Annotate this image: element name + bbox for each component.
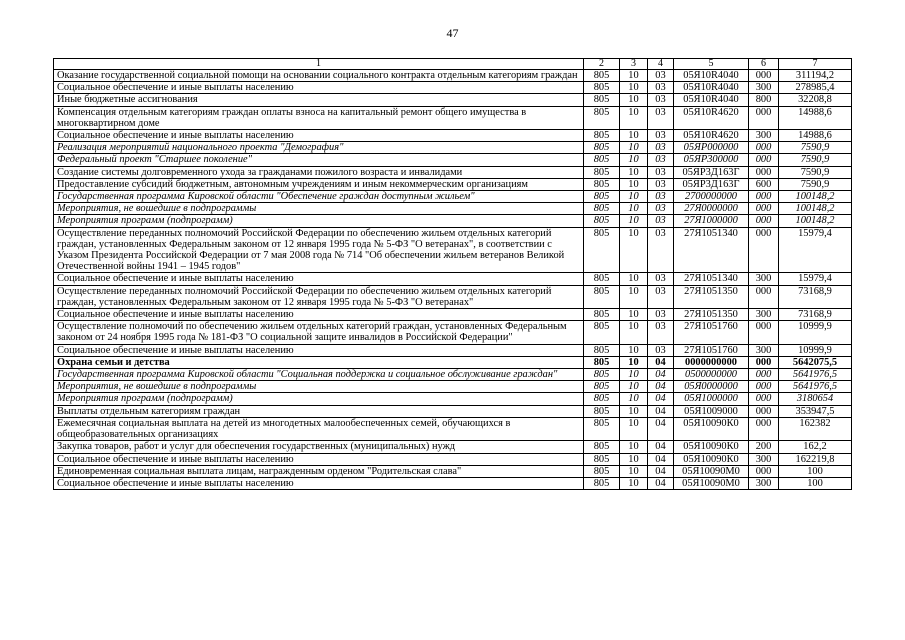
- row-section-code: 10: [620, 166, 648, 178]
- row-amount: 3180654: [779, 393, 852, 405]
- row-subsection-code: 03: [648, 227, 674, 273]
- row-target-code: 05Я0000000: [674, 381, 749, 393]
- row-subsection-code: 03: [648, 130, 674, 142]
- row-name: Закупка товаров, работ и услуг для обеспечения государственных (муниципальных) нужд: [54, 441, 584, 453]
- table-row: [54, 405, 852, 417]
- row-subsection-code: 03: [648, 82, 674, 94]
- row-expense-type-code: 000: [749, 215, 779, 227]
- row-name: Социальное обеспечение и иные выплаты населению: [54, 273, 584, 285]
- header-col-4: 4: [648, 59, 674, 70]
- row-name: Компенсация отдельным категориям граждан оплаты взноса на капитальный ремонт общего имущества в многоквартирном доме: [54, 106, 584, 129]
- row-expense-type-code: 300: [749, 453, 779, 465]
- table-row: [54, 203, 852, 215]
- table-row: [54, 356, 852, 368]
- header-col-6: 6: [749, 59, 779, 70]
- row-amount: 162,2: [779, 441, 852, 453]
- row-ministry-code: 805: [584, 94, 620, 106]
- row-target-code: 05Я1000000: [674, 393, 749, 405]
- header-col-5: 5: [674, 59, 749, 70]
- row-name: Социальное обеспечение и иные выплаты населению: [54, 82, 584, 94]
- row-section-code: 10: [620, 178, 648, 190]
- row-subsection-code: 03: [648, 178, 674, 190]
- row-name: Социальное обеспечение и иные выплаты населению: [54, 309, 584, 321]
- row-target-code: 05Я10090М0: [674, 465, 749, 477]
- row-target-code: 05ЯР3Д163Г: [674, 166, 749, 178]
- row-expense-type-code: 000: [749, 70, 779, 82]
- row-subsection-code: 03: [648, 94, 674, 106]
- row-section-code: 10: [620, 441, 648, 453]
- row-subsection-code: 03: [648, 344, 674, 356]
- row-section-code: 10: [620, 321, 648, 344]
- row-ministry-code: 805: [584, 142, 620, 154]
- row-target-code: 05Я10090К0: [674, 417, 749, 440]
- row-expense-type-code: 300: [749, 130, 779, 142]
- row-target-code: 2700000000: [674, 191, 749, 203]
- row-name: Социальное обеспечение и иные выплаты населению: [54, 477, 584, 489]
- row-subsection-code: 04: [648, 465, 674, 477]
- row-ministry-code: 805: [584, 178, 620, 190]
- row-expense-type-code: 000: [749, 106, 779, 129]
- row-section-code: 10: [620, 356, 648, 368]
- row-target-code: 05Я10090М0: [674, 477, 749, 489]
- row-subsection-code: 04: [648, 381, 674, 393]
- row-amount: 14988,6: [779, 130, 852, 142]
- row-target-code: 27Я1051760: [674, 321, 749, 344]
- row-section-code: 10: [620, 154, 648, 166]
- table-row: [54, 70, 852, 82]
- row-amount: 15979,4: [779, 273, 852, 285]
- row-ministry-code: 805: [584, 106, 620, 129]
- row-subsection-code: 03: [648, 166, 674, 178]
- row-target-code: 05Я1009000: [674, 405, 749, 417]
- row-ministry-code: 805: [584, 166, 620, 178]
- row-subsection-code: 04: [648, 441, 674, 453]
- row-section-code: 10: [620, 70, 648, 82]
- row-target-code: 05ЯР300000: [674, 154, 749, 166]
- row-section-code: 10: [620, 417, 648, 440]
- row-ministry-code: 805: [584, 344, 620, 356]
- row-target-code: 27Я1051350: [674, 309, 749, 321]
- row-amount: 100148,2: [779, 191, 852, 203]
- row-expense-type-code: 000: [749, 381, 779, 393]
- row-target-code: 27Я1051760: [674, 344, 749, 356]
- row-amount: 100: [779, 477, 852, 489]
- row-section-code: 10: [620, 215, 648, 227]
- row-expense-type-code: 800: [749, 94, 779, 106]
- row-subsection-code: 04: [648, 417, 674, 440]
- row-expense-type-code: 000: [749, 417, 779, 440]
- row-subsection-code: 03: [648, 321, 674, 344]
- row-section-code: 10: [620, 381, 648, 393]
- row-name: Государственная программа Кировской области "Социальная поддержка и социальное обслуживание граждан": [54, 369, 584, 381]
- row-section-code: 10: [620, 309, 648, 321]
- row-name: Осуществление переданных полномочий Российской Федерации по обеспечению жильем отдельных категорий граждан, установленных Федеральным законом от 12 января 1995 года № 5-ФЗ "О ветеранах", в соответствии с Указом Президента Российской Федерации от 7 мая 2008 года № 714 "Об обеспечении жильем ветеранов Великой Отечественной войны 1941 – 1945 годов": [54, 227, 584, 273]
- row-amount: 278985,4: [779, 82, 852, 94]
- table-row: [54, 441, 852, 453]
- row-name: Социальное обеспечение и иные выплаты населению: [54, 453, 584, 465]
- row-ministry-code: 805: [584, 381, 620, 393]
- budget-table: [53, 58, 852, 490]
- row-ministry-code: 805: [584, 441, 620, 453]
- row-subsection-code: 04: [648, 477, 674, 489]
- row-name: Ежемесячная социальная выплата на детей из многодетных малообеспеченных семей, обучающихся в общеобразовательных организациях: [54, 417, 584, 440]
- row-ministry-code: 805: [584, 321, 620, 344]
- row-subsection-code: 04: [648, 405, 674, 417]
- row-ministry-code: 805: [584, 154, 620, 166]
- table-row: [54, 178, 852, 190]
- row-name: Создание системы долговременного ухода за гражданами пожилого возраста и инвалидами: [54, 166, 584, 178]
- table-row: [54, 369, 852, 381]
- header-col-1: 1: [54, 59, 584, 70]
- row-subsection-code: 04: [648, 356, 674, 368]
- row-amount: 5641976,5: [779, 381, 852, 393]
- row-amount: 10999,9: [779, 321, 852, 344]
- row-subsection-code: 03: [648, 70, 674, 82]
- table-row: [54, 94, 852, 106]
- row-name: Мероприятия, не вошедшие в подпрограммы: [54, 203, 584, 215]
- row-amount: 7590,9: [779, 142, 852, 154]
- row-section-code: 10: [620, 203, 648, 215]
- row-target-code: 0500000000: [674, 369, 749, 381]
- row-subsection-code: 03: [648, 285, 674, 308]
- row-expense-type-code: 000: [749, 191, 779, 203]
- row-expense-type-code: 000: [749, 142, 779, 154]
- row-amount: 7590,9: [779, 166, 852, 178]
- row-section-code: 10: [620, 142, 648, 154]
- table-row: [54, 106, 852, 129]
- table-row: [54, 309, 852, 321]
- row-amount: 311194,2: [779, 70, 852, 82]
- row-expense-type-code: 000: [749, 166, 779, 178]
- row-ministry-code: 805: [584, 477, 620, 489]
- row-subsection-code: 03: [648, 273, 674, 285]
- table-row: [54, 166, 852, 178]
- row-expense-type-code: 000: [749, 285, 779, 308]
- row-ministry-code: 805: [584, 356, 620, 368]
- row-expense-type-code: 300: [749, 477, 779, 489]
- row-section-code: 10: [620, 227, 648, 273]
- header-col-7: 7: [779, 59, 852, 70]
- row-ministry-code: 805: [584, 70, 620, 82]
- row-ministry-code: 805: [584, 309, 620, 321]
- row-ministry-code: 805: [584, 393, 620, 405]
- table-row: [54, 344, 852, 356]
- row-name: Осуществление переданных полномочий Российской Федерации по обеспечению жильем отдельных категорий граждан, установленных Федеральным законом от 12 января 1995 года № 5-ФЗ "О ветеранах": [54, 285, 584, 308]
- row-subsection-code: 03: [648, 309, 674, 321]
- row-ministry-code: 805: [584, 130, 620, 142]
- row-expense-type-code: 300: [749, 309, 779, 321]
- row-amount: 100: [779, 465, 852, 477]
- row-amount: 32208,8: [779, 94, 852, 106]
- row-expense-type-code: 600: [749, 178, 779, 190]
- row-expense-type-code: 000: [749, 203, 779, 215]
- table-row: [54, 477, 852, 489]
- row-target-code: 0000000000: [674, 356, 749, 368]
- row-ministry-code: 805: [584, 82, 620, 94]
- table-row: [54, 393, 852, 405]
- row-ministry-code: 805: [584, 215, 620, 227]
- row-amount: 15979,4: [779, 227, 852, 273]
- row-target-code: 05Я10R4620: [674, 106, 749, 129]
- row-target-code: 27Я0000000: [674, 203, 749, 215]
- row-ministry-code: 805: [584, 273, 620, 285]
- row-ministry-code: 805: [584, 227, 620, 273]
- row-section-code: 10: [620, 191, 648, 203]
- row-name: Предоставление субсидий бюджетным, автономным учреждениям и иным некоммерческим организациям: [54, 178, 584, 190]
- table-body: [54, 70, 852, 490]
- row-expense-type-code: 000: [749, 405, 779, 417]
- row-subsection-code: 03: [648, 142, 674, 154]
- row-name: Социальное обеспечение и иные выплаты населению: [54, 344, 584, 356]
- row-amount: 7590,9: [779, 154, 852, 166]
- table-row: [54, 142, 852, 154]
- row-target-code: 05Я10R4040: [674, 82, 749, 94]
- row-name: Социальное обеспечение и иные выплаты населению: [54, 130, 584, 142]
- row-subsection-code: 04: [648, 369, 674, 381]
- table-row: [54, 465, 852, 477]
- row-subsection-code: 04: [648, 453, 674, 465]
- table-row: [54, 227, 852, 273]
- row-target-code: 05Я10R4040: [674, 70, 749, 82]
- row-section-code: 10: [620, 477, 648, 489]
- row-amount: 10999,9: [779, 344, 852, 356]
- row-amount: 73168,9: [779, 309, 852, 321]
- row-ministry-code: 805: [584, 465, 620, 477]
- row-ministry-code: 805: [584, 417, 620, 440]
- row-section-code: 10: [620, 130, 648, 142]
- row-target-code: 05Я10090К0: [674, 441, 749, 453]
- row-target-code: 27Я1051340: [674, 227, 749, 273]
- row-target-code: 05Я10R4620: [674, 130, 749, 142]
- table-row: [54, 417, 852, 440]
- page-number: 47: [446, 26, 459, 40]
- row-name: Реализация мероприятий национального проекта "Демография": [54, 142, 584, 154]
- row-target-code: 05Я10090К0: [674, 453, 749, 465]
- row-expense-type-code: 000: [749, 321, 779, 344]
- row-subsection-code: 03: [648, 106, 674, 129]
- table-row: [54, 191, 852, 203]
- row-section-code: 10: [620, 82, 648, 94]
- table-row: [54, 215, 852, 227]
- row-amount: 7590,9: [779, 178, 852, 190]
- row-ministry-code: 805: [584, 191, 620, 203]
- row-target-code: 27Я1051350: [674, 285, 749, 308]
- row-ministry-code: 805: [584, 405, 620, 417]
- row-subsection-code: 03: [648, 215, 674, 227]
- row-section-code: 10: [620, 405, 648, 417]
- row-subsection-code: 04: [648, 393, 674, 405]
- row-section-code: 10: [620, 453, 648, 465]
- row-ministry-code: 805: [584, 453, 620, 465]
- row-expense-type-code: 000: [749, 393, 779, 405]
- header-col-2: 2: [584, 59, 620, 70]
- row-name: Охрана семьи и детства: [54, 356, 584, 368]
- row-expense-type-code: 000: [749, 356, 779, 368]
- row-name: Мероприятия программ (подпрограмм): [54, 393, 584, 405]
- row-name: Мероприятия программ (подпрограмм): [54, 215, 584, 227]
- row-expense-type-code: 000: [749, 369, 779, 381]
- row-section-code: 10: [620, 344, 648, 356]
- row-name: Государственная программа Кировской области "Обеспечение граждан доступным жильем": [54, 191, 584, 203]
- row-target-code: 05Я10R4040: [674, 94, 749, 106]
- row-name: Иные бюджетные ассигнования: [54, 94, 584, 106]
- row-amount: 162219,8: [779, 453, 852, 465]
- row-amount: 5641976,5: [779, 369, 852, 381]
- row-expense-type-code: 300: [749, 344, 779, 356]
- row-section-code: 10: [620, 285, 648, 308]
- row-section-code: 10: [620, 369, 648, 381]
- row-subsection-code: 03: [648, 203, 674, 215]
- row-amount: 353947,5: [779, 405, 852, 417]
- row-expense-type-code: 000: [749, 465, 779, 477]
- row-target-code: 05ЯР000000: [674, 142, 749, 154]
- table-row: [54, 321, 852, 344]
- table-row: [54, 285, 852, 308]
- row-name: Выплаты отдельным категориям граждан: [54, 405, 584, 417]
- row-target-code: 05ЯР3Д163Г: [674, 178, 749, 190]
- row-ministry-code: 805: [584, 203, 620, 215]
- row-amount: 100148,2: [779, 215, 852, 227]
- table-row: [54, 453, 852, 465]
- row-name: Единовременная социальная выплата лицам, награжденным орденом "Родительская слава": [54, 465, 584, 477]
- header-col-3: 3: [620, 59, 648, 70]
- table-row: [54, 130, 852, 142]
- row-amount: 5642075,5: [779, 356, 852, 368]
- row-expense-type-code: 300: [749, 82, 779, 94]
- row-subsection-code: 03: [648, 191, 674, 203]
- row-section-code: 10: [620, 106, 648, 129]
- row-amount: 162382: [779, 417, 852, 440]
- table-row: [54, 82, 852, 94]
- row-section-code: 10: [620, 393, 648, 405]
- row-subsection-code: 03: [648, 154, 674, 166]
- table-row: [54, 273, 852, 285]
- table-row: [54, 381, 852, 393]
- row-section-code: 10: [620, 94, 648, 106]
- row-expense-type-code: 300: [749, 273, 779, 285]
- row-name: Оказание государственной социальной помощи на основании социального контракта отдельным категориям граждан: [54, 70, 584, 82]
- row-ministry-code: 805: [584, 369, 620, 381]
- row-name: Федеральный проект "Старшее поколение": [54, 154, 584, 166]
- row-name: Осуществление полномочий по обеспечению жильем отдельных категорий граждан, установленных Федеральным законом от 24 ноября 1995 года № 181-ФЗ "О социальной защите инвалидов в Российской Федерации": [54, 321, 584, 344]
- row-amount: 73168,9: [779, 285, 852, 308]
- row-name: Мероприятия, не вошедшие в подпрограммы: [54, 381, 584, 393]
- header-row: [54, 59, 852, 70]
- row-target-code: 27Я1000000: [674, 215, 749, 227]
- row-section-code: 10: [620, 465, 648, 477]
- row-amount: 100148,2: [779, 203, 852, 215]
- row-target-code: 27Я1051340: [674, 273, 749, 285]
- row-expense-type-code: 200: [749, 441, 779, 453]
- row-expense-type-code: 000: [749, 227, 779, 273]
- table-row: [54, 154, 852, 166]
- row-amount: 14988,6: [779, 106, 852, 129]
- row-ministry-code: 805: [584, 285, 620, 308]
- row-section-code: 10: [620, 273, 648, 285]
- row-expense-type-code: 000: [749, 154, 779, 166]
